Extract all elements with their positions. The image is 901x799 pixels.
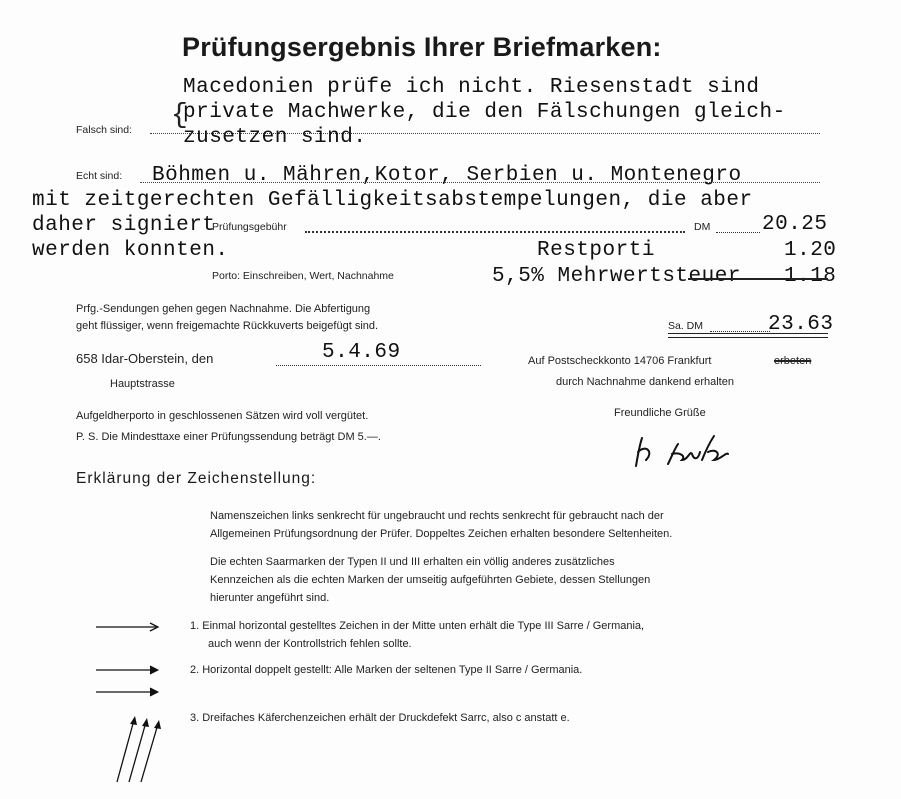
echt-line-2: mit zeitgerechten Gefälligkeitsabstempelungen, die aber	[32, 189, 753, 212]
item-2: 2. Horizontal doppelt gestellt: Alle Marken der seltenen Type II Sarre / Germania.	[190, 664, 583, 676]
item-3: 3. Dreifaches Käferchenzeichen erhält der Druckdefekt Sarrc, also c anstatt e.	[190, 712, 570, 724]
erklaerung-p1-line2: Allgemeinen Prüfungsordnung der Prüfer. Doppeltes Zeichen erhalten besondere Seltenheiten.	[210, 528, 673, 540]
erklaerung-p2-line3: hierunter angeführt sind.	[210, 592, 330, 604]
info-line-1: Prfg.-Sendungen gehen gegen Nachnahme. Die Abfertigung	[76, 303, 371, 315]
erklaerung-p2-line2: Kennzeichen als die echten Marken der umseitig aufgeführten Gebiete, dessen Stellungen	[210, 574, 651, 586]
echt-line-1: Böhmen u. Mähren,Kotor, Serbien u. Montenegro	[152, 164, 742, 187]
brace-mark: {	[171, 100, 189, 131]
falsch-label: Falsch sind:	[76, 124, 133, 136]
signature-image	[628, 430, 758, 470]
erklaerung-p2-line1: Die echten Saarmarken der Typen II und III erhalten ein völlig anderes zusätzliches	[210, 556, 615, 568]
sa-value-dots	[710, 331, 770, 332]
falsch-line-3: zusetzen sind.	[183, 126, 367, 149]
echt-line-3: daher signiert	[32, 214, 216, 237]
echt-line-4: werden konnten.	[32, 239, 229, 262]
triple-arrow-icon	[112, 712, 172, 784]
double-arrow-icon	[94, 663, 164, 699]
falsch-line-1: Macedonien prüfe ich nicht. Riesenstadt sind	[183, 76, 760, 99]
falsch-line-2: private Machwerke, die den Fälschungen gleich-	[183, 101, 786, 124]
erbeten-struck: erbeten	[774, 355, 812, 367]
place-label: 658 Idar-Oberstein, den	[76, 351, 214, 366]
erklaerung-p1-line1: Namenszeichen links senkrecht für ungebraucht und rechts senkrecht für gebraucht nach der	[210, 510, 664, 522]
postscheck-label: Auf Postscheckkonto 14706 Frankfurt	[528, 355, 712, 367]
item-1-line2: auch wenn der Kontrollstrich fehlen sollte.	[208, 638, 412, 650]
gebuehr-dm-label: DM	[694, 221, 711, 233]
sa-label: Sa. DM	[668, 320, 704, 332]
item-1-line1: 1. Einmal horizontal gestelltes Zeichen in der Mitte unten erhält die Type III Sarre / Germania,	[190, 620, 645, 632]
date-dots	[276, 365, 481, 366]
mwst-strike	[688, 278, 828, 280]
arrow-right-icon	[94, 620, 164, 634]
mwst-label: 5,5% Mehrwertsteuer	[492, 265, 741, 288]
sa-value: 23.63	[768, 313, 834, 336]
mwst-value: 1.18	[784, 265, 837, 288]
document-title: Prüfungsergebnis Ihrer Briefmarken:	[182, 32, 662, 62]
aufgeld-note: Aufgeldherporto in geschlossenen Sätzen wird voll vergütet.	[76, 410, 369, 422]
echt-label: Echt sind:	[76, 170, 123, 182]
restporti-label: Restporti	[537, 239, 655, 262]
sa-underline-2	[668, 337, 828, 338]
gebuehr-value-dots	[716, 232, 760, 233]
ps-note: P. S. Die Mindesttaxe einer Prüfungssendung beträgt DM 5.—.	[76, 431, 381, 443]
info-line-2: geht flüssiger, wenn freigemachte Rückkuverts beigefügt sind.	[76, 320, 379, 332]
erklaerung-heading: Erklärung der Zeichenstellung:	[76, 470, 317, 487]
gebuehr-value: 20.25	[762, 213, 828, 236]
restporti-value: 1.20	[784, 239, 837, 262]
nachnahme-label: durch Nachnahme dankend erhalten	[556, 376, 734, 388]
porto-label: Porto: Einschreiben, Wert, Nachnahme	[212, 270, 394, 282]
gebuehr-dots	[305, 231, 685, 233]
date-value: 5.4.69	[322, 341, 401, 364]
street: Hauptstrasse	[110, 378, 175, 390]
gebuehr-label: Prüfungsgebühr	[212, 221, 287, 233]
gruesse-label: Freundliche Grüße	[614, 407, 706, 419]
